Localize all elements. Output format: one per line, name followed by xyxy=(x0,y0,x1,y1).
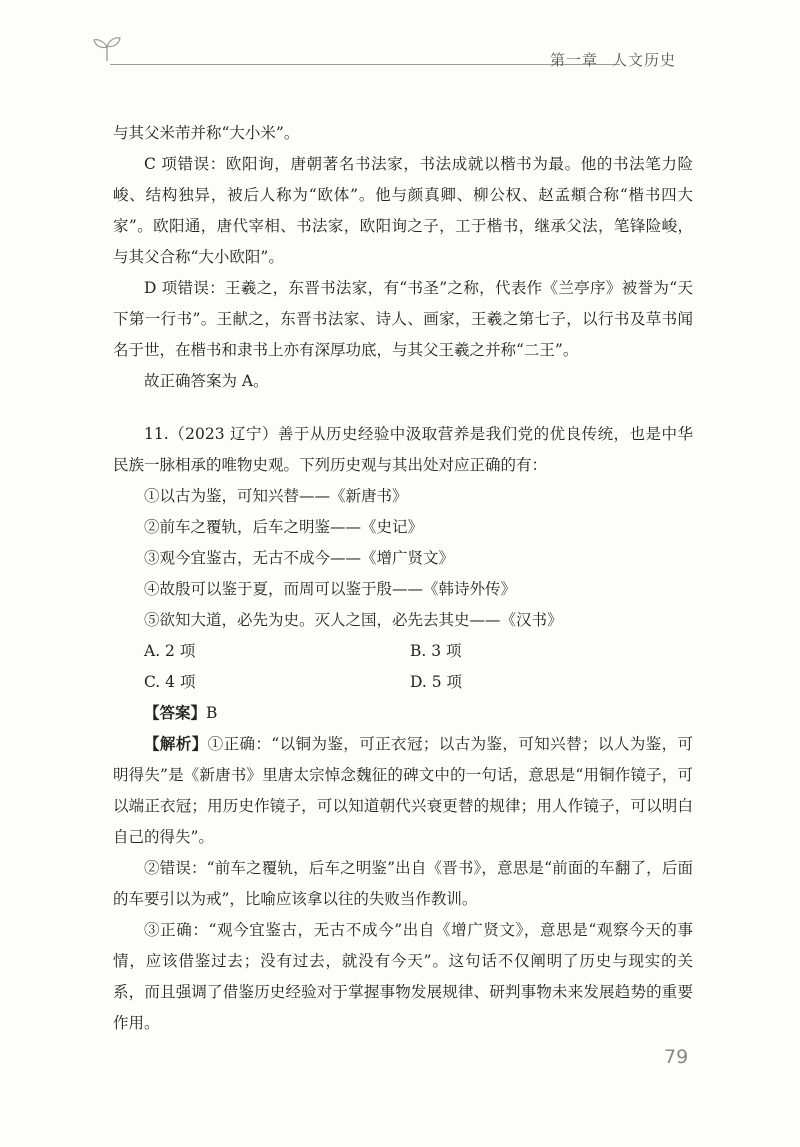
answer-value: B xyxy=(206,704,218,722)
header-rule xyxy=(110,64,620,65)
chapter-title: 人文历史 xyxy=(612,51,677,69)
question-stem: 11.（2023 辽宁）善于从历史经验中汲取营养是我们党的优良传统，也是中华民族一脉相承的唯物史观。下列历史观与其出处对应正确的有： xyxy=(113,425,693,474)
answer-label: 【答案】 xyxy=(144,704,207,722)
running-header xyxy=(92,34,712,74)
chapter-number: 第一章 xyxy=(550,51,599,69)
options-row xyxy=(113,667,593,698)
question-item: ①以古为鉴，可知兴替——《新唐书》 xyxy=(144,487,408,505)
analysis-text: ①正确：“以铜为鉴，可正衣冠；以古为鉴，可知兴替；以人为鉴，可明得失”是《新唐书》里唐太宗悼念魏征的碑文中的一句话，意思是“用铜作镜子，可以端正衣冠；用历史作镜子，可以知道朝代兴衰更替的规律；用人作镜子，可以明白自己的得失”。 xyxy=(113,735,693,846)
question-item: ②前车之覆轨，后车之明鉴——《史记》 xyxy=(144,518,424,536)
chapter-heading xyxy=(550,49,676,70)
question-item: ④故殷可以鉴于夏，而周可以鉴于殷——《韩诗外传》 xyxy=(144,580,517,598)
spacer xyxy=(113,397,693,419)
paragraph-continuation: 与其父米芾并称“大小米”。 xyxy=(113,124,300,142)
option-c: C. 4 项 xyxy=(144,673,196,691)
question-item: ③观今宜鉴古，无古不成今——《增广贤文》 xyxy=(144,549,455,567)
page-number: 79 xyxy=(664,1046,689,1068)
question-item: ⑤欲知大道，必先为史。灭人之国，必先去其史——《汉书》 xyxy=(144,611,563,629)
option-d: D. 5 项 xyxy=(410,673,463,691)
analysis-label: 【解析】 xyxy=(144,735,208,753)
paragraph-conclusion: 故正确答案为 A。 xyxy=(144,372,269,390)
analysis-item-1 xyxy=(113,729,693,853)
option-a: A. 2 项 xyxy=(144,642,196,660)
paragraph-option-d: D 项错误：王羲之，东晋书法家，有“书圣”之称，代表作《兰亭序》被誉为“天下第一行书”。王献之，东晋书法家、诗人、画家，王羲之第七子，以行书及草书闻名于世，在楷书和隶书上亦有深厚功底，与其父王羲之并称“二王”。 xyxy=(113,279,693,359)
option-b: B. 3 项 xyxy=(410,642,462,660)
sprout-icon xyxy=(92,34,122,62)
answer-line xyxy=(113,698,693,729)
analysis-item-3: ③正确：“观今宜鉴古，无古不成今”出自《增广贤文》，意思是“观察今天的事情，应该借鉴过去；没有过去，就没有今天”。这句话不仅阐明了历史与现实的关系，而且强调了借鉴历史经验对于掌握事物发展规律、研判事物未来发展趋势的重要作用。 xyxy=(113,921,693,1032)
options-row xyxy=(113,636,593,667)
page-body xyxy=(113,118,693,1039)
analysis-item-2: ②错误：“前车之覆轨，后车之明鉴”出自《晋书》，意思是“前面的车翻了，后面的车要引以为戒”，比喻应该拿以往的失败当作教训。 xyxy=(113,859,693,908)
paragraph-option-c: C 项错误：欧阳询，唐朝著名书法家，书法成就以楷书为最。他的书法笔力险峻、结构独异，被后人称为“欧体”。他与颜真卿、柳公权、赵孟頫合称“楷书四大家”。欧阳通，唐代宰相、书法家，欧阳询之子，工于楷书，继承父法，笔锋险峻，与其父合称“大小欧阳”。 xyxy=(113,155,693,266)
